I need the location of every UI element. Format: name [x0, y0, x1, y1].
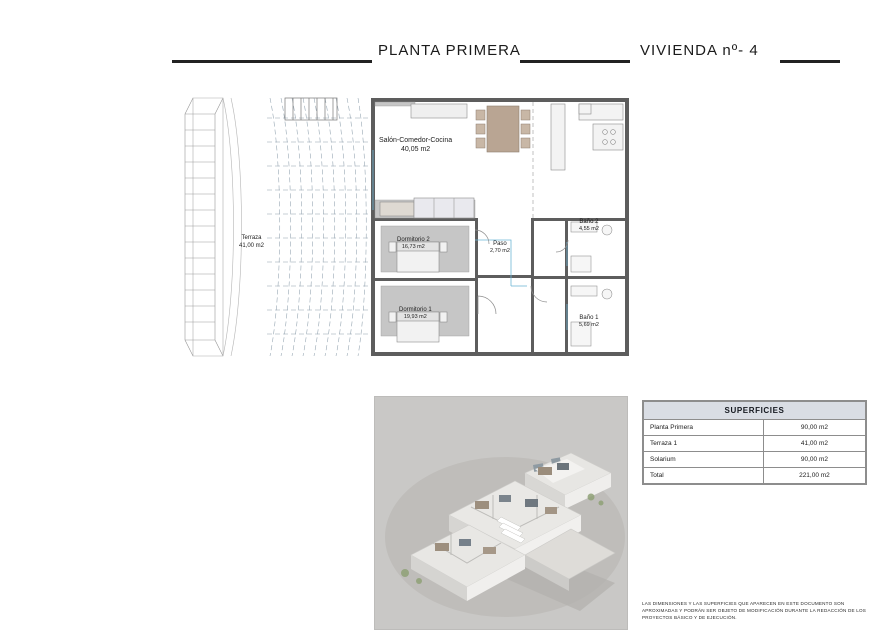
header-rule-middle: [520, 60, 630, 63]
table-row: [644, 420, 866, 436]
surfaces-table: [642, 400, 867, 485]
surface-label: Total: [644, 468, 764, 484]
disclaimer-note: LAS DIMENSIONES Y LAS SUPERFICIES QUE APARECEN EN ESTE DOCUMENTO SON APROXIMADAS Y PODRÁN SER OBJETO DE MODIFICACIÓN DURANTE LA REDACCIÓN DE LOS PROYECTOS BÁSICO Y DE EJECUCIÓN.: [642, 601, 867, 621]
page-title: PLANTA PRIMERA: [378, 42, 521, 59]
room-label-terraza: Terraza 41,00 m2: [239, 235, 265, 250]
surface-label: Solarium: [644, 452, 764, 468]
surface-value: 90,00 m2: [763, 420, 865, 436]
table-row: [644, 468, 866, 484]
room-label-bano-1: Baño 1 5,69 m2: [579, 315, 599, 329]
room-label-dormitorio-1: Dormitorio 1 19,93 m2: [399, 307, 432, 321]
surface-label: Planta Primera: [644, 420, 764, 436]
room-label-bano-2: Baño 2 4,55 m2: [579, 219, 599, 233]
header-rule-right: [780, 60, 840, 63]
header-rule-left: [172, 60, 372, 63]
dwelling-title: VIVIENDA nº- 4: [640, 42, 759, 59]
room-label-dormitorio-2: Dormitorio 2 16,73 m2: [397, 237, 430, 251]
surface-value: 221,00 m2: [763, 468, 865, 484]
table-row: [644, 436, 866, 452]
surface-value: 90,00 m2: [763, 452, 865, 468]
3d-render-preview: [374, 396, 628, 630]
surface-label: Terraza 1: [644, 436, 764, 452]
room-label-salon: Salón-Comedor-Cocina 40,05 m2: [379, 137, 453, 154]
floorplan-drawing: [175, 90, 655, 365]
room-label-paso: Paso 2,70 m2: [490, 241, 510, 255]
surface-value: 41,00 m2: [763, 436, 865, 452]
surfaces-table-title: SUPERFICIES: [644, 402, 866, 420]
table-row: [644, 452, 866, 468]
